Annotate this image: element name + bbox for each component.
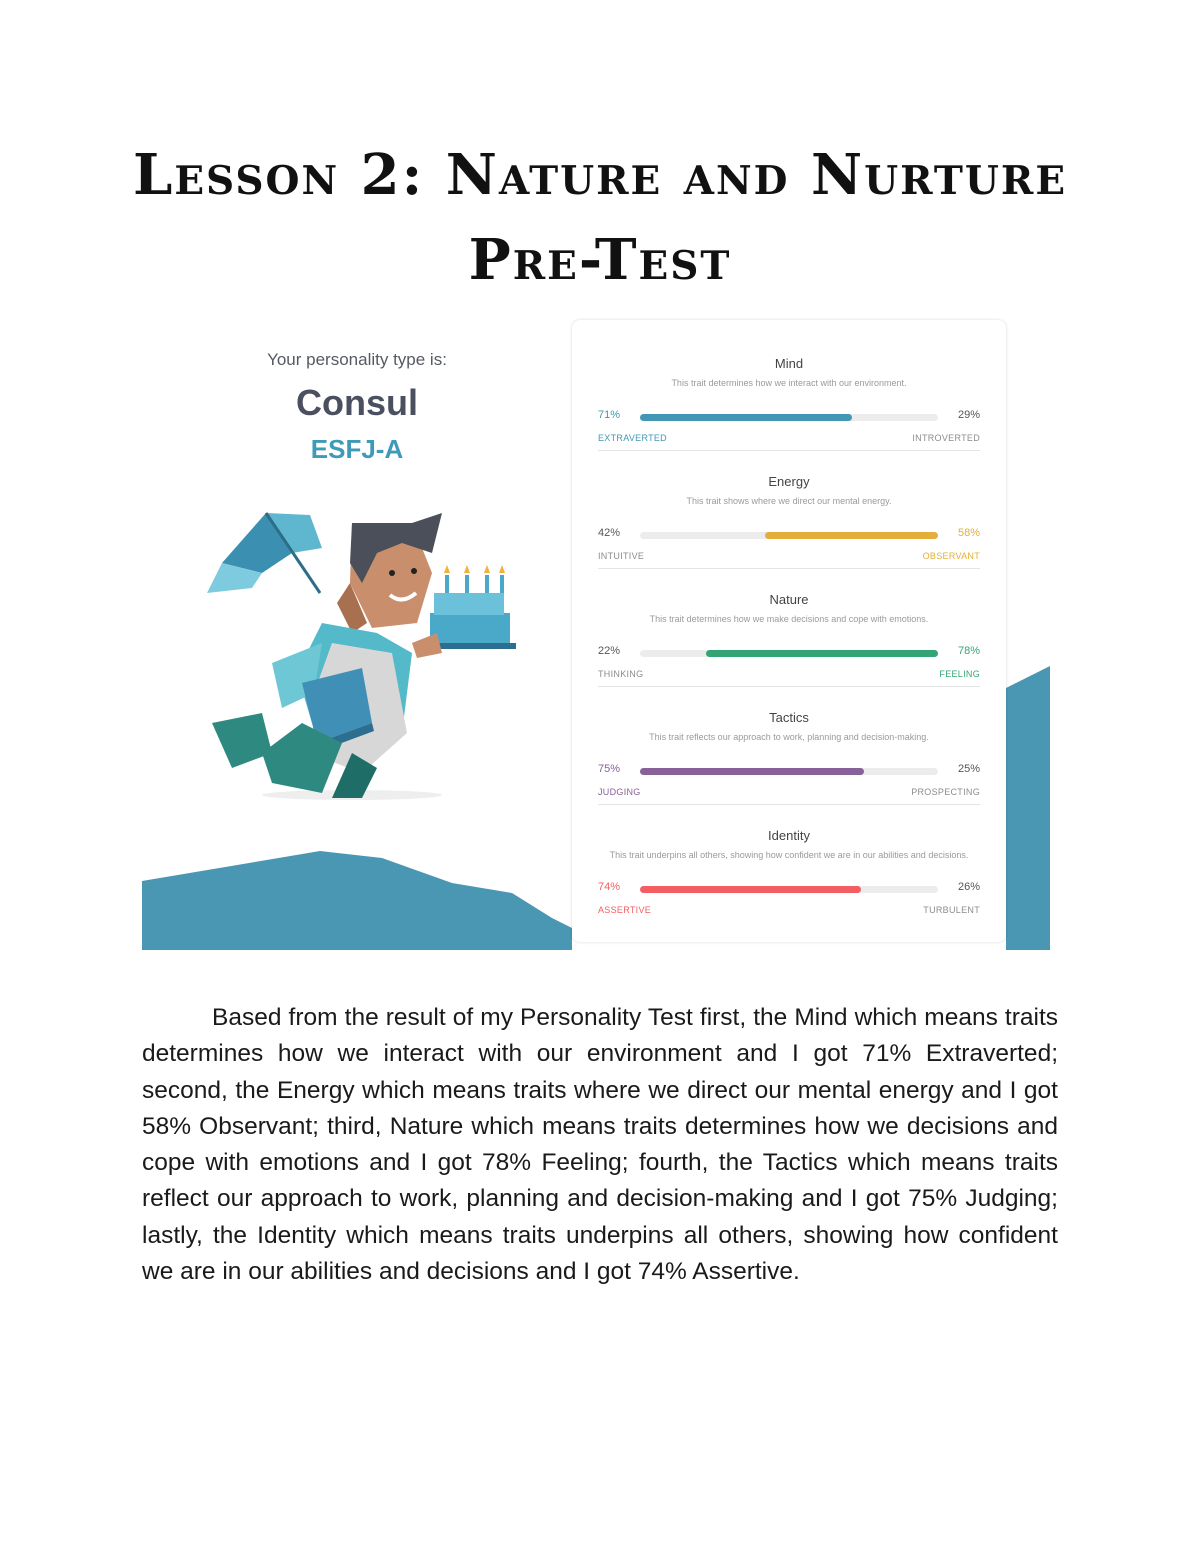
- personality-result-image: [142, 318, 1050, 950]
- trait-bar: [640, 532, 938, 539]
- trait-right-percent: 26%: [957, 881, 980, 893]
- trait-description: This trait determines how we make decisions and cope with emotions.: [649, 614, 929, 624]
- trait-name: Mind: [774, 356, 804, 371]
- trait-name: Tactics: [769, 710, 809, 725]
- document-subtitle: Pre-Test: [468, 227, 732, 293]
- trait-name: Energy: [768, 474, 810, 489]
- trait-description: This trait determines how we interact with our environment.: [671, 378, 907, 388]
- trait-mind: [598, 332, 980, 450]
- trait-name: Nature: [769, 592, 809, 607]
- trait-left-label: THINKING: [598, 669, 644, 679]
- trait-right-label: OBSERVANT: [922, 551, 980, 561]
- trait-bar-fill: [640, 886, 861, 893]
- trait-name: Identity: [768, 828, 810, 843]
- trait-bar: [640, 650, 938, 657]
- trait-left-percent: 42%: [598, 527, 621, 539]
- trait-right-label: TURBULENT: [923, 905, 980, 915]
- personality-type-name: Consul: [296, 382, 418, 423]
- trait-right-label: INTROVERTED: [912, 433, 980, 443]
- trait-bar-fill: [640, 414, 852, 421]
- trait-left-percent: 75%: [598, 763, 621, 775]
- trait-left-label: EXTRAVERTED: [598, 433, 667, 443]
- traits-card: [572, 320, 1006, 942]
- trait-right-percent: 29%: [957, 409, 980, 421]
- trait-right-percent: 58%: [957, 527, 980, 539]
- trait-description: This trait shows where we direct our mental energy.: [686, 496, 892, 506]
- trait-identity: [598, 804, 980, 922]
- trait-bar-fill: [640, 768, 864, 775]
- trait-nature: [598, 568, 980, 686]
- trait-bar: [640, 768, 938, 775]
- trait-left-percent: 22%: [598, 645, 621, 657]
- trait-left-label: INTUITIVE: [598, 551, 645, 561]
- trait-right-percent: 25%: [957, 763, 980, 775]
- trait-bar-fill: [706, 650, 938, 657]
- trait-left-percent: 74%: [598, 881, 621, 893]
- personality-type-label: Your personality type is:: [267, 350, 447, 369]
- trait-energy: [598, 450, 980, 568]
- trait-tactics: [598, 686, 980, 804]
- trait-left-label: JUDGING: [598, 787, 641, 797]
- trait-left-percent: 71%: [598, 409, 621, 421]
- trait-description: This trait underpins all others, showing how confident we are in our abilities and decisions.: [609, 850, 969, 860]
- trait-right-percent: 78%: [957, 645, 980, 657]
- trait-bar: [640, 414, 938, 421]
- trait-description: This trait reflects our approach to work, planning and decision-making.: [649, 732, 929, 742]
- trait-right-label: FEELING: [939, 669, 980, 679]
- document-title: Lesson 2: Nature and Nurture: [132, 142, 1068, 208]
- trait-right-label: PROSPECTING: [911, 787, 980, 797]
- trait-bar: [640, 886, 938, 893]
- trait-left-label: ASSERTIVE: [598, 905, 652, 915]
- personality-type-code: ESFJ-A: [310, 434, 404, 464]
- body-paragraph: Based from the result of my Personality Test first, the Mind which means traits determines how we interact with our environment and I got 71% Extraverted; second, the Energy which means traits where we direct our mental energy and I got 58% Observant; third, Nature which means traits determines how we decisions and cope with emotions and I got 78% Feeling; fourth, the Tactics which means traits reflect our approach to work, planning and decision-making and I got 75% Judging; lastly, the Identity which means traits underpins all others, showing how confident we are in our abilities and decisions and I got 74% Assertive.: [142, 1004, 1058, 1286]
- trait-bar-fill: [765, 532, 938, 539]
- consul-character-illustration: [202, 493, 522, 823]
